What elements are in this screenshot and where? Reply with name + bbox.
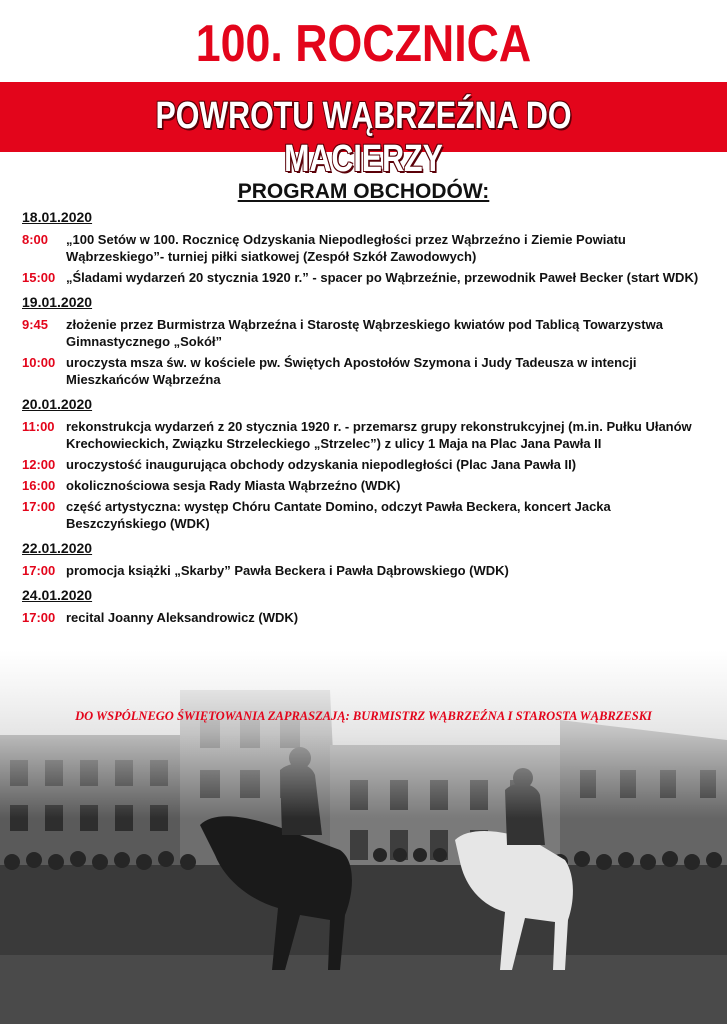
- program-day: [22, 396, 712, 532]
- page-title: 100. ROCZNICA: [195, 15, 532, 73]
- day-date: 24.01.2020: [22, 587, 93, 603]
- event-description: uroczysta msza św. w kościele pw. Świętych Apostołów Szymona i Judy Tadeusza w intencji Mieszkańców Wąbrzeźna: [66, 355, 637, 387]
- event-time: 11:00: [22, 419, 55, 434]
- page-subtitle: POWROTU WĄBRZEŹNA DO MACIERZY: [155, 95, 572, 180]
- program-event: [22, 456, 712, 473]
- program-event: [22, 354, 712, 388]
- program-list: [22, 209, 712, 634]
- program-day: [22, 540, 712, 579]
- program-day: [22, 209, 712, 286]
- program-day: [22, 294, 712, 388]
- event-time: 17:00: [22, 610, 56, 625]
- program-event: [22, 269, 712, 286]
- event-time: 12:00: [22, 457, 56, 472]
- event-description: rekonstrukcja wydarzeń z 20 stycznia 1920 r. - przemarsz grupy rekonstrukcyjnej (m.in. Pułku Ułanów Krechowieckich, Związku Strzeleckiego „Strzelec”) z ulicy 1 Maja na Plac Jana Pawła II: [66, 419, 692, 451]
- event-description: recital Joanny Aleksandrowicz (WDK): [66, 610, 299, 625]
- event-time: 8:00: [22, 232, 49, 247]
- program-event: [22, 562, 712, 579]
- event-time: 17:00: [22, 499, 56, 514]
- event-description: uroczystość inaugurująca obchody odzyskania niepodległości (Plac Jana Pawła II): [66, 457, 577, 472]
- event-time: 15:00: [22, 270, 56, 285]
- event-description: „100 Setów w 100. Rocznicę Odzyskania Niepodległości przez Wąbrzeźno i Ziemie Powiatu Wąbrzeskiego”- turniej piłki siatkowej (Zespół Szkół Zawodowych): [66, 232, 626, 264]
- event-time: 10:00: [22, 355, 56, 370]
- day-date: 22.01.2020: [22, 540, 93, 556]
- day-date: 20.01.2020: [22, 396, 93, 412]
- day-date: 18.01.2020: [22, 209, 93, 225]
- event-description: okolicznościowa sesja Rady Miasta Wąbrzeźno (WDK): [66, 478, 401, 493]
- program-heading-text: PROGRAM OBCHODÓW:: [237, 180, 490, 203]
- event-time: 9:45: [22, 317, 49, 332]
- event-time: 16:00: [22, 478, 56, 493]
- program-event: [22, 418, 712, 452]
- invitation-line: DO WSPÓLNEGO ŚWIĘTOWANIA ZAPRASZAJĄ: BURMISTRZ WĄBRZEŹNA I STAROSTA WĄBRZESKI: [75, 709, 652, 723]
- event-description: promocja książki „Skarby” Pawła Beckera i Pawła Dąbrowskiego (WDK): [66, 563, 509, 578]
- historic-parade-photo: [0, 650, 727, 1024]
- event-description: złożenie przez Burmistrza Wąbrzeźna i Starostę Wąbrzeskiego kwiatów pod Tablicą Towarzystwa Gimnastycznego „Sokół”: [66, 317, 663, 349]
- program-event: [22, 609, 712, 626]
- program-day: [22, 587, 712, 626]
- program-event: [22, 231, 712, 265]
- event-time: 17:00: [22, 563, 56, 578]
- day-date: 19.01.2020: [22, 294, 93, 310]
- program-heading: [0, 180, 727, 204]
- event-description: „Śladami wydarzeń 20 stycznia 1920 r.” - spacer po Wąbrzeźnie, przewodnik Paweł Becker (start WDK): [66, 270, 699, 285]
- program-event: [22, 477, 712, 494]
- program-event: [22, 498, 712, 532]
- event-description: część artystyczna: występ Chóru Cantate Domino, odczyt Pawła Beckera, koncert Jacka Beszczyńskiego (WDK): [66, 499, 611, 531]
- program-event: [22, 316, 712, 350]
